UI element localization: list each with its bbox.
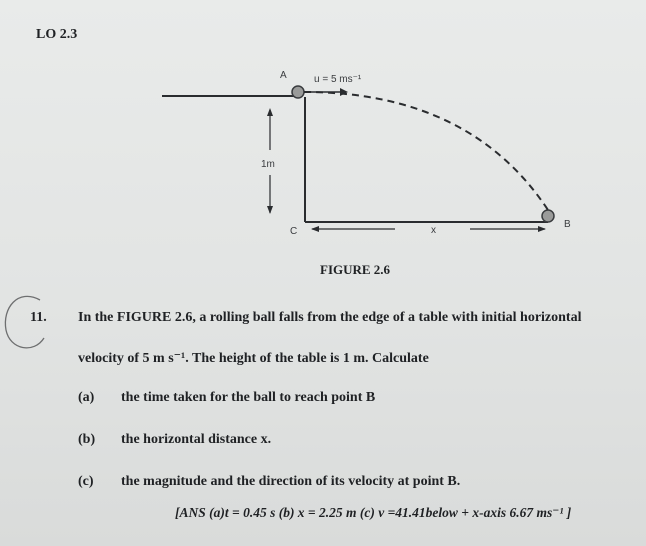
- answer-line: [ANS (a)t = 0.45 s (b) x = 2.25 m (c) v =41.41below + x-axis 6.67 ms⁻¹ ]: [175, 505, 572, 520]
- label-point-c: C: [290, 226, 298, 237]
- trajectory-path: [304, 92, 548, 210]
- part-b-label: (b): [78, 432, 96, 447]
- height-arrow-up-head: [267, 108, 273, 116]
- figure-caption: FIGURE 2.6: [320, 262, 391, 277]
- label-point-a: A: [280, 70, 287, 81]
- part-a-text: the time taken for the ball to reach point B: [121, 390, 376, 405]
- ball-at-a: [292, 86, 304, 98]
- part-b-text: the horizontal distance x.: [121, 432, 272, 447]
- label-point-b: B: [564, 219, 571, 230]
- label-velocity-u: u = 5 ms⁻¹: [314, 74, 362, 85]
- part-c-text: the magnitude and the direction of its velocity at point B.: [121, 474, 461, 489]
- part-c-label: (c): [78, 474, 94, 489]
- learning-outcome-label: LO 2.3: [36, 27, 78, 42]
- ball-at-b: [542, 210, 554, 222]
- question-stem-line-2: velocity of 5 m s⁻¹. The height of the table is 1 m. Calculate: [78, 351, 429, 366]
- height-arrow-down-head: [267, 206, 273, 214]
- question-number: 11.: [30, 310, 47, 325]
- label-height: 1m: [261, 159, 275, 170]
- distance-arrow-left-head: [311, 226, 319, 232]
- label-distance-x: x: [431, 225, 436, 236]
- distance-arrow-right-head: [538, 226, 546, 232]
- question-stem-line-1: In the FIGURE 2.6, a rolling ball falls from the edge of a table with initial horizontal: [78, 310, 582, 325]
- part-a-label: (a): [78, 390, 95, 405]
